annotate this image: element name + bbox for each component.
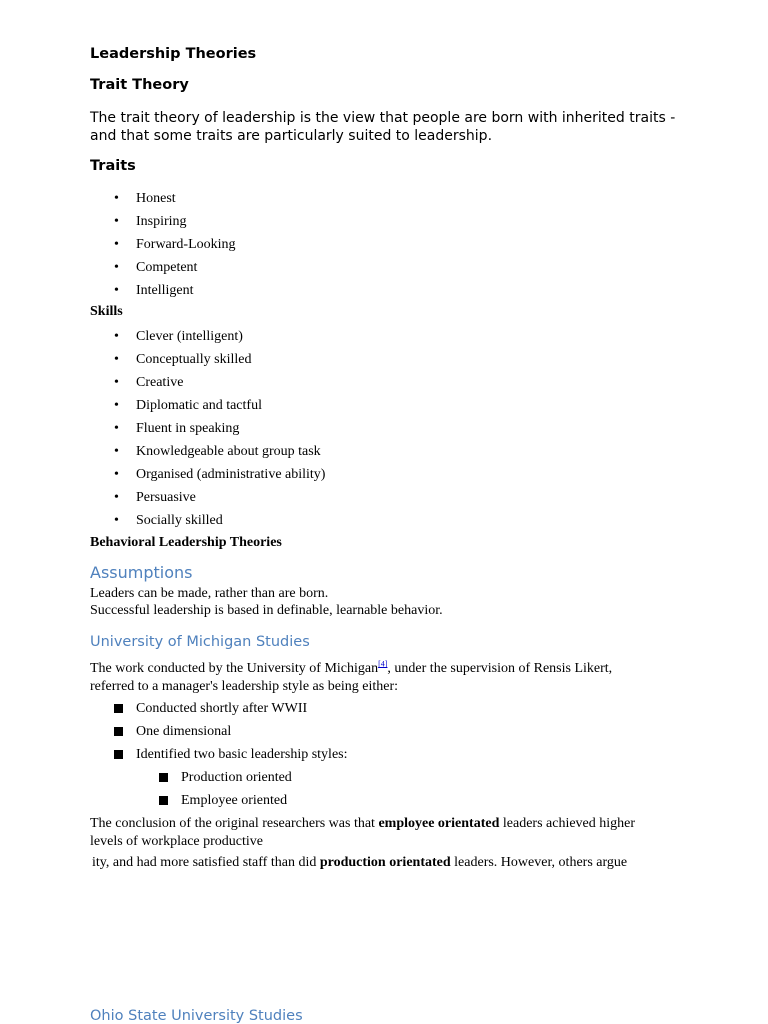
list-item: • Competent [90,256,236,279]
square-bullet-icon [159,796,168,805]
list-item: • Forward-Looking [90,233,236,256]
list-item: Employee oriented [135,789,292,812]
michigan-studies-heading: University of Michigan Studies [90,634,310,650]
bullet-icon [114,210,119,233]
trait-theory-line-2: and that some traits are particularly suited to leadership. [90,128,493,144]
list-item: Identified two basic leadership styles: [90,743,348,766]
document-title: Leadership Theories [90,46,257,62]
footnote-link[interactable]: [4] [378,659,388,669]
list-item: • Diplomatic and tactful [90,394,325,417]
square-bullet-icon [114,727,123,736]
list-item: • Fluent in speaking [90,417,325,440]
bullet-icon [114,233,119,256]
emphasis-employee: employee orientated [378,816,500,831]
list-item: • Knowledgeable about group task [90,440,325,463]
list-item: • Inspiring [90,210,236,233]
bullet-icon [114,486,119,509]
michigan-list [90,697,348,766]
conclusion-line-2: levels of workplace productive [90,833,263,849]
bullet-icon [114,463,119,486]
list-item: • Organised (administrative ability) [90,463,325,486]
square-bullet-icon [159,773,168,782]
michigan-line-2: referred to a manager's leadership style as being either: [90,678,399,694]
list-item: • Clever (intelligent) [90,325,325,348]
ohio-studies-heading: Ohio State University Studies [90,1008,303,1024]
bullet-icon [114,348,119,371]
trait-theory-paragraph [90,109,675,145]
trait-theory-line-1: The trait theory of leadership is the view that people are born with inherited traits - [90,110,676,126]
square-bullet-icon [114,704,123,713]
bullet-icon [114,187,119,210]
list-item: • Persuasive [90,486,325,509]
list-item: • Socially skilled [90,509,325,532]
bullet-icon [114,371,119,394]
michigan-paragraph [90,660,612,695]
bullet-icon [114,440,119,463]
bullet-icon [114,417,119,440]
assumption-line-2: Successful leadership is based in definable, learnable behavior. [90,602,443,618]
square-bullet-icon [114,750,123,759]
bullet-icon [114,256,119,279]
behavioral-theories-heading: Behavioral Leadership Theories [90,535,282,550]
trait-theory-heading: Trait Theory [90,77,189,93]
list-item: Production oriented [135,766,292,789]
michigan-line-1: The work conducted by the University of Michigan[4], under the supervision of Rensis Likert, [90,659,613,676]
michigan-sublist [135,766,292,812]
skills-list [90,325,325,532]
list-item: • Intelligent [90,279,236,302]
bullet-icon [114,394,119,417]
list-item: • Creative [90,371,325,394]
traits-list [90,187,236,302]
bullet-icon [114,509,119,532]
list-item: • Conceptually skilled [90,348,325,371]
traits-heading: Traits [90,158,136,174]
assumptions-heading: Assumptions [90,563,193,582]
list-item: Conducted shortly after WWII [90,697,348,720]
list-item: • Honest [90,187,236,210]
assumption-line-1: Leaders can be made, rather than are born. [90,586,329,601]
bullet-icon [114,325,119,348]
continued-paragraph: ity, and had more satisfied staff than did production orientated leaders. However, others argue [92,855,628,870]
conclusion-paragraph [90,815,635,850]
emphasis-production: production orientated [319,855,451,870]
conclusion-line-1: The conclusion of the original researchers was that employee orientated leaders achieved higher [90,816,636,831]
bullet-icon [114,279,119,302]
list-item: One dimensional [90,720,348,743]
skills-heading: Skills [90,304,123,319]
assumptions-text [90,586,443,619]
